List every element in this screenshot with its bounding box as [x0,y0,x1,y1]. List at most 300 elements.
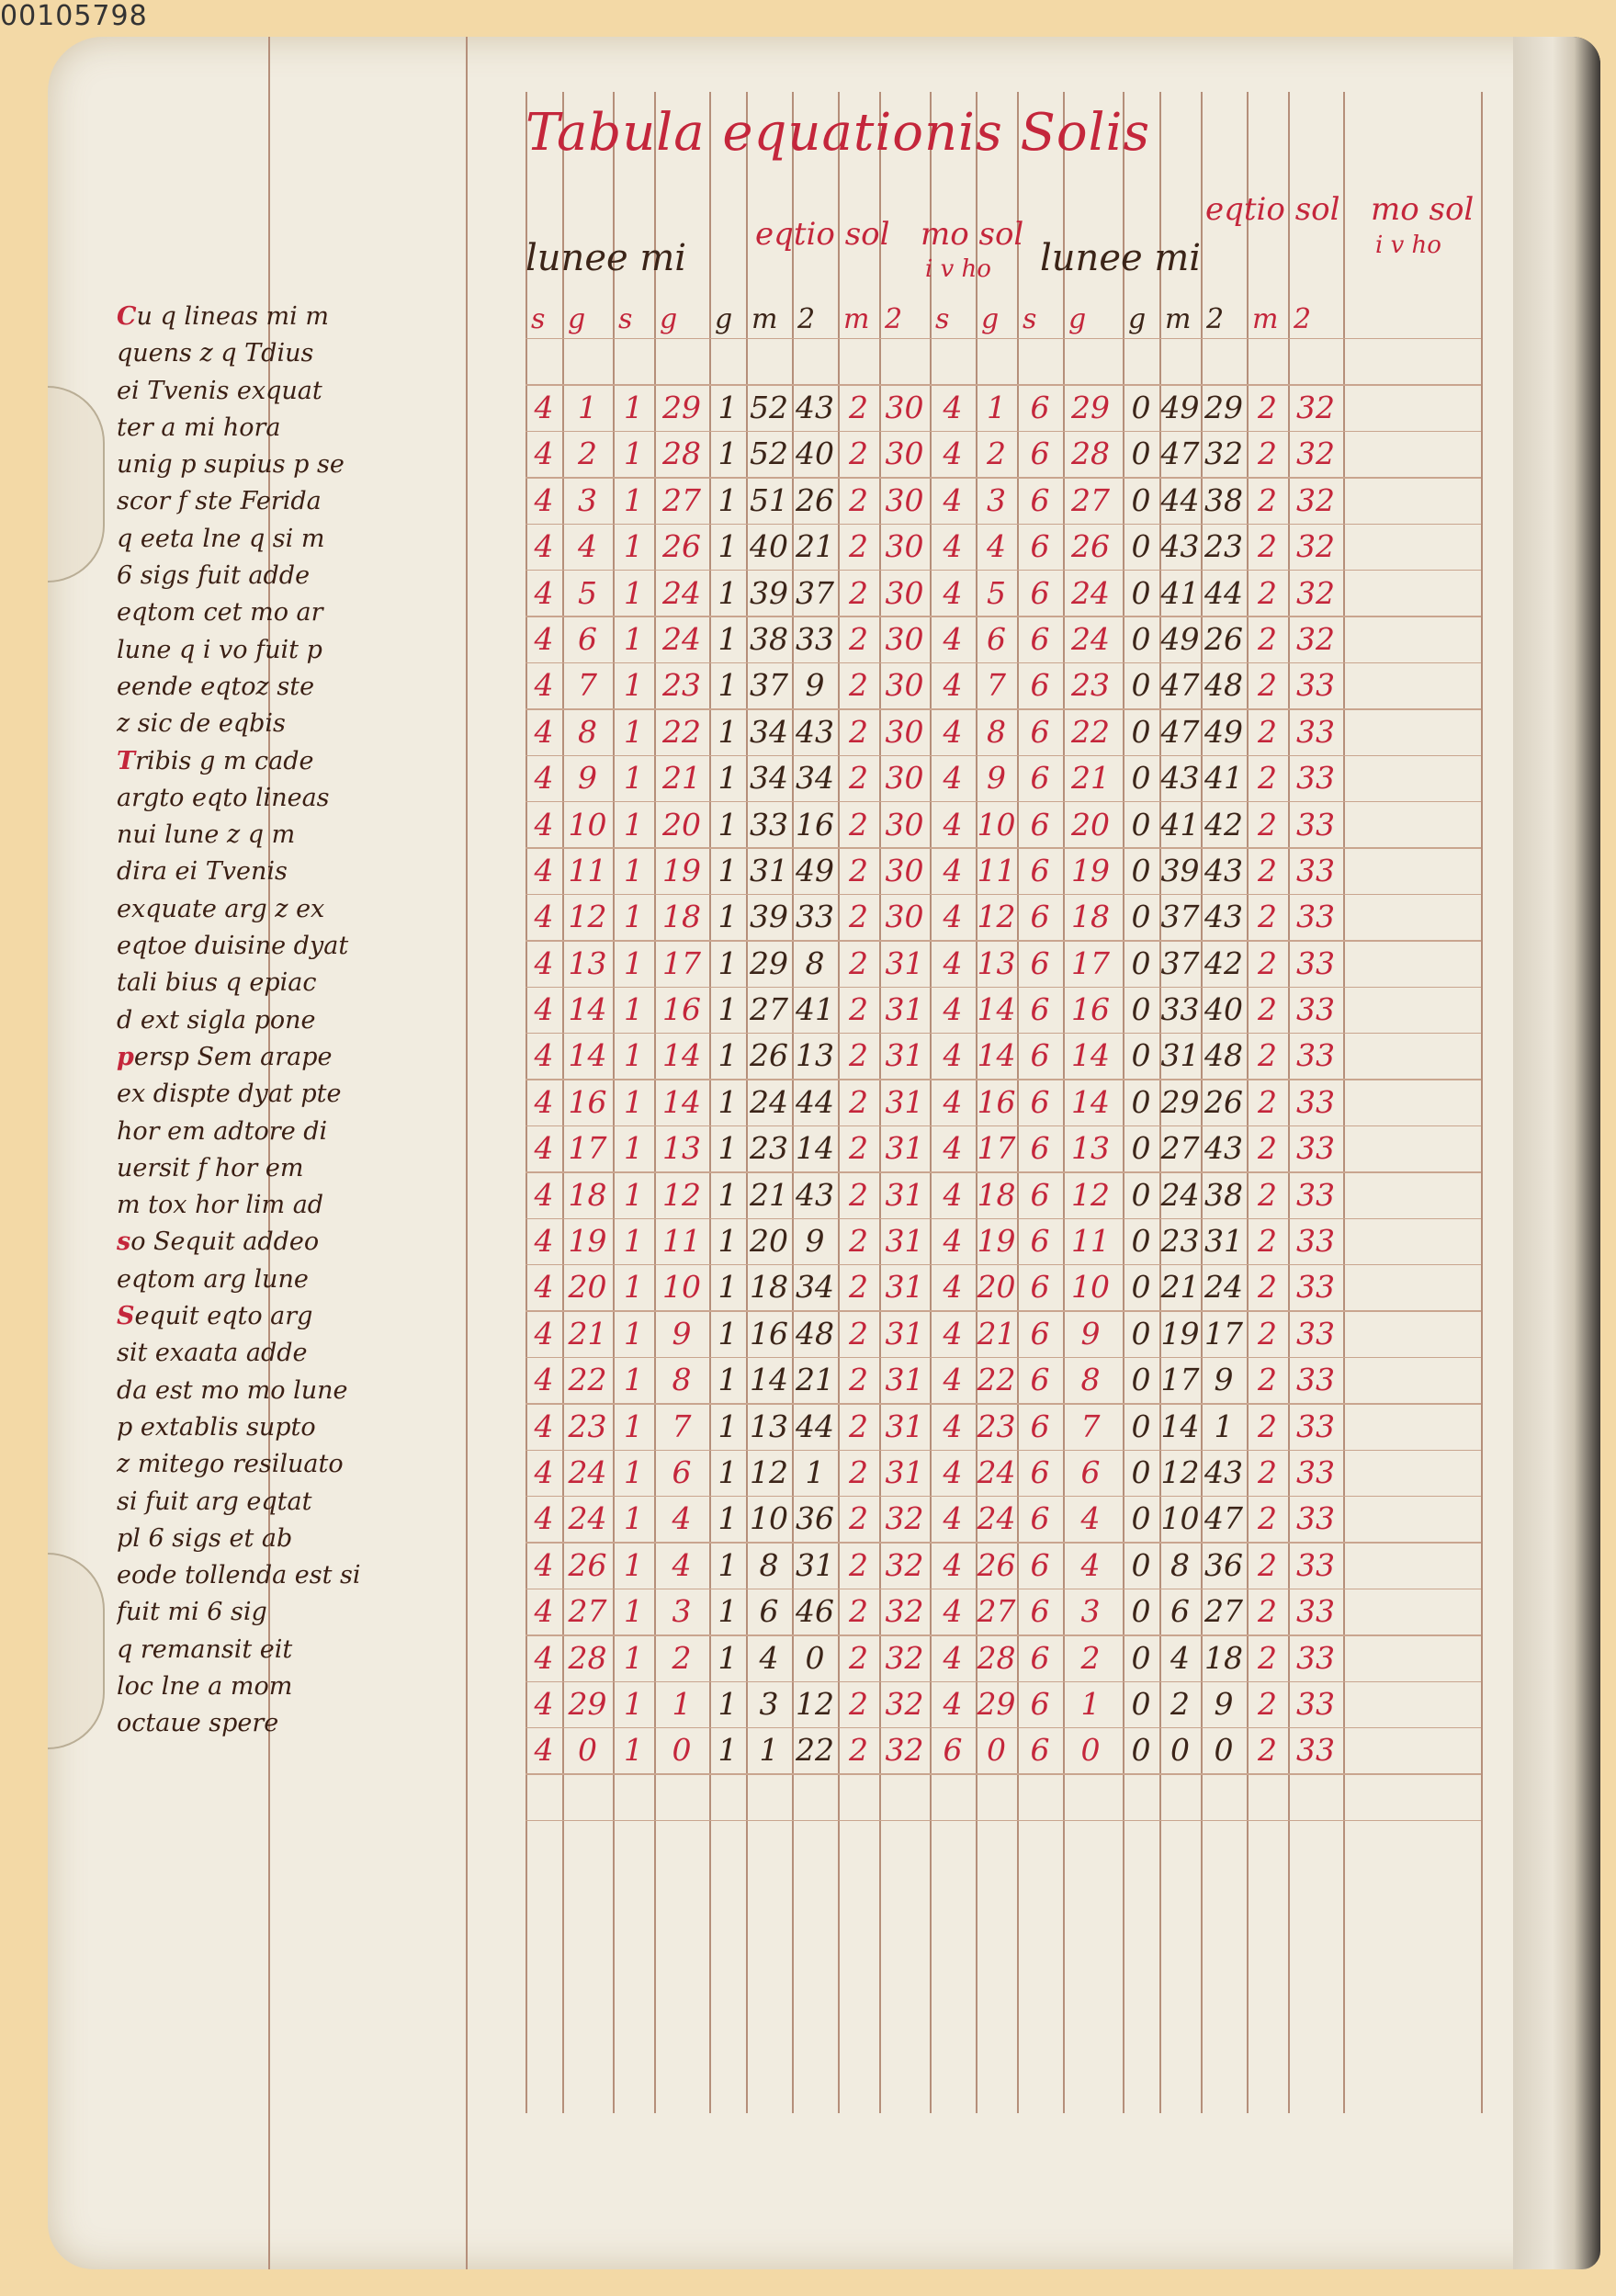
table-cell: 44 [796,1408,834,1444]
table-cell: 49 [1160,390,1200,425]
table-cell: 23 [662,667,701,704]
table-cell: 0 [1131,435,1151,472]
table-cell: 24 [750,1083,788,1120]
table-cell: 0 [1131,852,1151,888]
table-cell: 19 [977,1223,1016,1260]
table-cell: 26 [568,1546,607,1583]
table-cell: 21 [796,528,834,565]
table-cell: 0 [1131,806,1151,843]
margin-note-line: 6 sigs fuit adde [117,561,311,591]
table-cell: 4 [1170,1639,1190,1676]
table-cell: 2 [1258,1500,1277,1537]
margin-note-line: pl 6 sigs et ab [117,1523,293,1553]
table-cell: 4 [534,991,554,1028]
table-cell: 0 [1131,1593,1151,1630]
column-subheader: g [981,303,1000,335]
table-cell: 31 [885,1223,924,1260]
table-cell: 0 [1131,1083,1151,1120]
table-cell: 43 [1204,852,1243,888]
table-cell: 1 [624,1083,643,1120]
table-cell: 1 [718,1685,738,1722]
table-cell: 0 [1080,1732,1101,1769]
table-cell: 18 [568,1176,607,1213]
table-cell: 1 [718,1639,738,1676]
table-cell: 31 [885,1315,924,1352]
table-cell: 4 [534,1130,554,1167]
table-cell: 1 [718,390,738,425]
table-cell: 40 [750,528,788,565]
ruling-horizontal [525,338,1481,339]
table-cell: 48 [1204,667,1243,704]
table-cell: 4 [534,806,554,843]
table-cell: 0 [1131,1500,1151,1537]
table-cell: 33 [1160,991,1200,1028]
table-cell: 52 [750,435,788,472]
table-cell: 1 [624,435,643,472]
table-cell: 20 [662,806,701,843]
table-cell: 1 [624,1037,643,1074]
table-cell: 23 [568,1408,607,1444]
table-cell: 8 [578,713,597,750]
table-cell: 6 [1030,1732,1050,1769]
table-cell: 8 [672,1362,692,1398]
margin-note-line: quens z q Tdius [117,339,314,368]
binding-hole-bottom [48,1553,105,1749]
table-cell: 1 [718,667,738,704]
table-cell: 37 [1160,899,1200,935]
margin-note-line: exquate arg z ex [117,894,325,923]
table-cell: 33 [1296,760,1335,797]
table-cell: 10 [977,806,1016,843]
table-cell: 30 [885,667,924,704]
margin-note-line: p extablis supto [117,1412,316,1442]
margin-note-line: so Sequit addeo [117,1227,320,1257]
table-cell: 6 [1030,574,1050,611]
margin-note-line: argto eqto lineas [117,783,330,812]
table-cell: 4 [943,667,963,704]
table-cell: 8 [759,1546,779,1583]
table-cell: 31 [885,1083,924,1120]
table-cell: 12 [796,1685,834,1722]
table-cell: 4 [943,899,963,935]
table-cell: 6 [1030,390,1050,425]
table-cell: 33 [1296,1362,1335,1398]
header-motion-right: mo sol [1371,191,1475,228]
table-cell: 2 [1258,1083,1277,1120]
table-cell: 2 [1258,481,1277,518]
table-cell: 2 [849,944,868,981]
table-cell: 33 [796,899,834,935]
table-cell: 6 [1030,1546,1050,1583]
table-cell: 4 [534,667,554,704]
table-cell: 24 [568,1453,607,1490]
table-cell: 1 [718,1176,738,1213]
table-cell: 6 [1030,1362,1050,1398]
ruling-vertical [1481,92,1483,2113]
table-cell: 33 [1296,1732,1335,1769]
table-cell: 21 [1160,1269,1200,1306]
table-cell: 32 [885,1685,924,1722]
table-cell: 29 [662,390,701,425]
table-cell: 14 [750,1362,788,1398]
table-cell: 44 [1160,481,1200,518]
column-subheader: m [751,303,778,335]
table-cell: 2 [1258,1593,1277,1630]
table-cell: 6 [578,620,597,657]
table-cell: 1 [672,1685,692,1722]
table-cell: 12 [1160,1453,1200,1490]
table-cell: 47 [1160,435,1200,472]
table-cell: 0 [1131,667,1151,704]
table-cell: 4 [943,481,963,518]
table-row [525,1032,1481,1078]
table-cell: 6 [1030,1269,1050,1306]
table-cell: 4 [534,481,554,518]
table-cell: 22 [796,1732,834,1769]
table-cell: 6 [1030,1176,1050,1213]
table-cell: 31 [885,1453,924,1490]
table-cell: 51 [750,481,788,518]
table-cell: 43 [796,390,834,425]
table-cell: 6 [1030,1315,1050,1352]
table-cell: 12 [750,1453,788,1490]
column-subheader: s [618,303,633,335]
table-cell: 0 [672,1732,692,1769]
table-cell: 4 [534,1269,554,1306]
table-cell: 38 [750,620,788,657]
table-cell: 1 [718,1453,738,1490]
table-cell: 33 [1296,1685,1335,1722]
table-row [525,986,1481,1032]
header-motion-left: mo sol [921,216,1024,253]
table-cell: 1 [624,528,643,565]
table-cell: 2 [849,1685,868,1722]
column-subheader: 2 [885,303,903,335]
table-cell: 0 [1131,481,1151,518]
table-cell: 13 [568,944,607,981]
table-cell: 28 [662,435,701,472]
margin-note-line: m tox hor lim ad [117,1191,324,1220]
table-cell: 31 [885,1037,924,1074]
table-cell: 30 [885,574,924,611]
header-lunee-left: lunee mi [525,237,687,279]
table-cell: 33 [1296,667,1335,704]
table-cell: 2 [1258,667,1277,704]
table-cell: 43 [1160,528,1200,565]
table-cell: 4 [534,1453,554,1490]
column-subheader: s [531,303,546,335]
table-cell: 1 [718,1408,738,1444]
table-cell: 48 [796,1315,834,1352]
table-cell: 23 [1160,1223,1200,1260]
table-cell: 4 [534,1732,554,1769]
table-cell: 4 [943,1593,963,1630]
table-cell: 13 [662,1130,701,1167]
margin-note-line: octaue spere [117,1709,279,1738]
table-cell: 17 [1071,944,1110,981]
header-lunee-right: lunee mi [1040,237,1202,279]
table-cell: 36 [1204,1546,1243,1583]
table-cell: 4 [943,1500,963,1537]
table-cell: 6 [1030,528,1050,565]
margin-note-line: Tribis g m cade [117,746,314,775]
table-cell: 33 [1296,713,1335,750]
table-cell: 1 [624,1130,643,1167]
table-cell: 2 [1258,713,1277,750]
table-cell: 6 [1030,806,1050,843]
table-row [525,1171,1481,1217]
table-cell: 6 [943,1732,963,1769]
table-cell: 33 [1296,899,1335,935]
table-cell: 41 [796,991,834,1028]
table-cell: 4 [943,620,963,657]
table-cell: 1 [624,574,643,611]
table-cell: 49 [1204,713,1243,750]
table-cell: 1 [624,1269,643,1306]
table-cell: 1 [718,1732,738,1769]
table-cell: 28 [977,1639,1016,1676]
table-cell: 16 [796,806,834,843]
table-cell: 14 [662,1083,701,1120]
table-cell: 21 [796,1362,834,1398]
table-row [525,662,1481,707]
table-cell: 20 [1071,806,1110,843]
table-cell: 6 [1030,1685,1050,1722]
table-cell: 4 [1080,1500,1101,1537]
table-cell: 30 [885,390,924,425]
table-cell: 4 [534,760,554,797]
table-cell: 21 [750,1176,788,1213]
table-cell: 1 [805,1453,825,1490]
table-cell: 0 [1131,760,1151,797]
equation-table [525,384,1481,1773]
table-cell: 21 [568,1315,607,1352]
table-cell: 22 [662,713,701,750]
table-cell: 1 [718,1269,738,1306]
table-cell: 6 [1030,991,1050,1028]
table-cell: 13 [796,1037,834,1074]
table-cell: 6 [1030,713,1050,750]
table-cell: 0 [1131,713,1151,750]
table-cell: 31 [1204,1223,1243,1260]
table-cell: 22 [568,1362,607,1398]
table-cell: 4 [534,1500,554,1537]
table-cell: 1 [624,1593,643,1630]
margin-note-line: scor f ste Ferida [117,487,322,516]
table-cell: 46 [796,1593,834,1630]
table-cell: 4 [943,1408,963,1444]
table-cell: 9 [805,667,825,704]
table-row [525,384,1481,430]
table-cell: 18 [1204,1639,1243,1676]
table-cell: 6 [1030,852,1050,888]
table-cell: 2 [849,1408,868,1444]
margin-note-line: eqtoe duisine dyat [117,932,349,961]
table-cell: 31 [885,1408,924,1444]
table-cell: 2 [849,667,868,704]
column-subheader: g [1068,303,1087,335]
table-cell: 42 [1204,806,1243,843]
ruling-horizontal [525,1773,1481,1774]
table-cell: 29 [1071,390,1110,425]
table-cell: 4 [943,991,963,1028]
margin-note-line: uersit f hor em [117,1153,304,1182]
table-cell: 4 [943,1130,963,1167]
table-cell: 6 [759,1593,779,1630]
table-cell: 9 [578,760,597,797]
table-cell: 9 [805,1223,825,1260]
table-cell: 0 [1131,528,1151,565]
table-cell: 1 [718,991,738,1028]
table-cell: 31 [885,944,924,981]
table-cell: 10 [568,806,607,843]
table-cell: 37 [750,667,788,704]
table-cell: 1 [718,1500,738,1537]
table-cell: 0 [1131,390,1151,425]
table-cell: 43 [1160,760,1200,797]
table-cell: 1 [718,481,738,518]
table-row [525,1588,1481,1634]
column-subheader: s [1023,303,1037,335]
table-cell: 0 [1131,1223,1151,1260]
table-cell: 1 [624,713,643,750]
table-cell: 3 [987,481,1006,518]
table-cell: 43 [1204,1130,1243,1167]
table-cell: 30 [885,528,924,565]
margin-note-line: sit exaata adde [117,1339,308,1368]
table-cell: 18 [977,1176,1016,1213]
table-cell: 33 [1296,1083,1335,1120]
table-cell: 17 [662,944,701,981]
table-cell: 36 [796,1500,834,1537]
table-cell: 12 [662,1176,701,1213]
table-cell: 4 [943,806,963,843]
table-cell: 16 [1071,991,1110,1028]
table-cell: 33 [1296,852,1335,888]
table-cell: 16 [662,991,701,1028]
table-cell: 7 [1080,1408,1101,1444]
table-cell: 27 [750,991,788,1028]
table-cell: 2 [849,760,868,797]
table-cell: 6 [1080,1453,1101,1490]
table-cell: 4 [534,1223,554,1260]
table-row [525,1356,1481,1402]
table-cell: 29 [750,944,788,981]
table-cell: 32 [885,1500,924,1537]
table-cell: 52 [750,390,788,425]
column-subheader: g [715,303,733,335]
table-cell: 33 [1296,1130,1335,1167]
table-cell: 1 [624,667,643,704]
table-cell: 2 [849,1546,868,1583]
table-row [525,1726,1481,1772]
table-cell: 32 [1296,435,1335,472]
table-row [525,1263,1481,1309]
table-cell: 2 [1258,852,1277,888]
table-cell: 27 [1160,1130,1200,1167]
table-row [525,1449,1481,1495]
column-subheader: m [843,303,870,335]
table-cell: 14 [568,1037,607,1074]
table-cell: 19 [568,1223,607,1260]
table-cell: 47 [1160,713,1200,750]
table-cell: 11 [977,852,1016,888]
table-cell: 23 [1071,667,1110,704]
header-equation-right: eqtio sol [1205,191,1340,228]
table-cell: 30 [885,620,924,657]
table-cell: 30 [885,806,924,843]
table-cell: 1 [624,1176,643,1213]
table-cell: 40 [796,435,834,472]
table-cell: 31 [750,852,788,888]
margin-note-line: Sequit eqto arg [117,1302,313,1331]
table-cell: 6 [672,1453,692,1490]
table-cell: 21 [1071,760,1110,797]
table-cell: 27 [1204,1593,1243,1630]
table-cell: 33 [1296,991,1335,1028]
table-cell: 43 [796,1176,834,1213]
table-cell: 1 [624,944,643,981]
table-cell: 26 [1204,620,1243,657]
table-cell: 1 [624,1315,643,1352]
table-cell: 4 [943,1083,963,1120]
table-cell: 6 [1030,435,1050,472]
table-cell: 6 [1030,1639,1050,1676]
table-row [525,616,1481,662]
table-cell: 33 [1296,1176,1335,1213]
table-cell: 1 [624,1732,643,1769]
table-cell: 4 [578,528,597,565]
table-cell: 10 [750,1500,788,1537]
table-cell: 2 [1258,1362,1277,1398]
table-cell: 11 [662,1223,701,1260]
table-cell: 4 [534,1685,554,1722]
table-cell: 6 [1030,620,1050,657]
table-cell: 1 [718,944,738,981]
table-cell: 4 [943,1223,963,1260]
table-cell: 1 [718,1223,738,1260]
table-cell: 1 [718,713,738,750]
table-cell: 32 [1204,435,1243,472]
margin-note-line: dira ei Tvenis [117,857,288,887]
table-cell: 2 [1258,1223,1277,1260]
table-cell: 2 [849,435,868,472]
table-cell: 24 [662,620,701,657]
table-cell: 1 [718,620,738,657]
table-cell: 16 [750,1315,788,1352]
table-cell: 6 [1030,1593,1050,1630]
table-cell: 0 [1131,899,1151,935]
table-cell: 26 [750,1037,788,1074]
table-cell: 2 [849,1639,868,1676]
table-cell: 6 [1170,1593,1190,1630]
table-cell: 1 [624,1223,643,1260]
table-row [525,940,1481,986]
margin-note-line: ex dispte dyat pte [117,1080,342,1109]
table-cell: 2 [1258,528,1277,565]
table-cell: 1 [987,390,1006,425]
table-cell: 33 [1296,1223,1335,1260]
table-cell: 44 [796,1083,834,1120]
table-cell: 2 [1258,435,1277,472]
table-cell: 23 [1204,528,1243,565]
table-cell: 32 [885,1732,924,1769]
margin-note-line: ter a mi hora [117,413,281,442]
table-cell: 31 [796,1546,834,1583]
table-cell: 18 [750,1269,788,1306]
table-cell: 14 [977,1037,1016,1074]
table-cell: 29 [1160,1083,1200,1120]
